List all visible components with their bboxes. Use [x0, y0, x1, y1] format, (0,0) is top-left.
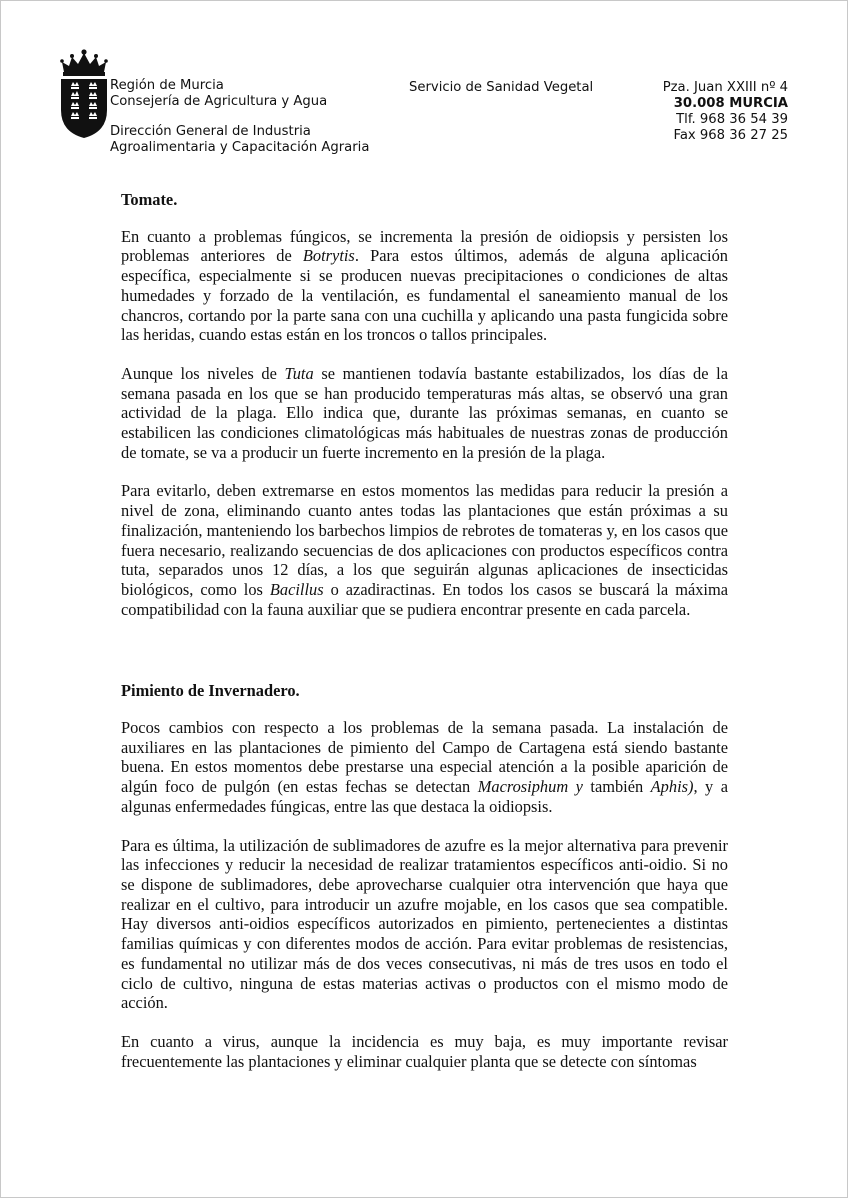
section-title: Pimiento de Invernadero.: [121, 681, 300, 701]
organization-block: [110, 78, 327, 110]
directorate-block: [110, 124, 369, 156]
italic-text-run: Tuta: [284, 363, 314, 383]
paragraph: [121, 227, 728, 345]
italic-text-run: Botrytis: [302, 246, 355, 266]
text-run: Pocos cambios con respecto a los problemas de la semana pasada. La instalación de auxiliares en las plantaciones de pimiento del Campo de Cartagena está siendo bastante buena. En estos momentos debe prestarse una especial atención a la posible aparición de algún foco de pulgón (en estas fechas se detectan: [121, 718, 728, 797]
org-line: Región de Murcia: [110, 78, 224, 93]
paragraph: [121, 718, 728, 817]
murcia-coat-of-arms-icon: [58, 48, 110, 140]
directorate-line: Dirección General de Industria: [110, 124, 311, 139]
italic-text-run: Bacillus: [269, 579, 324, 599]
text-run: se mantienen todavía bastante estabilizados, los días de la semana pasada en los que se han producido temperaturas más altas, se observó una gran actividad de la plaga. Ello indica que, durante las próximas semanas, en cuanto se estabilicen las condiciones climatológicas más habituales de nuestras zonas de producción de tomate, se va a producir un fuerte incremento en la presión de la plaga.: [121, 363, 728, 462]
address-street: Pza. Juan XXIII nº 4: [662, 80, 788, 95]
text-run: Para evitarlo, deben extremarse en estos momentos las medidas para reducir la presión a nivel de zona, eliminando cuanto antes todas las plantaciones que están próximas a su finalización, manteniendo los barbechos limpios de rebrotes de tomateras y, en los casos que fuera necesario, realizando secuencias de dos aplicaciones con productos específicos contra tuta, separados unos 12 días, a los que seguirán algunas aplicaciones de insecticidas biológicos, como los: [121, 481, 728, 599]
address-phone: Tlf. 968 36 54 39: [676, 112, 788, 127]
address-city: 30.008 MURCIA: [673, 96, 788, 111]
section-spacer: [121, 638, 728, 681]
address-block: [663, 80, 788, 144]
text-run: En cuanto a problemas fúngicos, se incrementa la presión de oidiopsis y persisten los problemas anteriores de: [121, 226, 728, 266]
service-name: Servicio de Sanidad Vegetal: [409, 80, 594, 95]
italic-text-run: Macrosiphum y: [477, 777, 583, 797]
paragraph: [121, 481, 728, 619]
italic-text-run: Aphis): [650, 777, 694, 797]
paragraph: [121, 1032, 728, 1071]
text-run: Aunque los niveles de: [121, 363, 285, 383]
org-line: Consejería de Agricultura y Agua: [110, 94, 328, 109]
section-title: Tomate.: [121, 190, 178, 209]
text-run: En cuanto a virus, aunque la incidencia es muy baja, es muy importante revisar frecuentemente las plantaciones y eliminar cualquier planta que se detecte con síntomas: [121, 1031, 728, 1071]
text-run: o azadiractinas. En todos los casos se buscará la máxima compatibilidad con la fauna auxiliar que se pudiera encontrar presente en cada parcela.: [121, 579, 728, 619]
directorate-line: Agroalimentaria y Capacitación Agraria: [110, 140, 370, 155]
address-fax: Fax 968 36 27 25: [673, 128, 788, 143]
text-run: , y a algunas enfermedades fúngicas, entre las que destaca la oidiopsis.: [121, 777, 728, 816]
text-run: también: [582, 777, 651, 797]
document-body: [121, 190, 728, 1090]
text-run: . Para estos últimos, además de alguna aplicación específica, especialmente si se producen nuevas precipitaciones o condiciones de altas humedades y forzado de la ventilación, es fundamental el saneamiento manual de los chancros, cortando por la parte sana con una cuchilla y aplicando una pasta fungicida sobre las heridas, cuando estas están en los troncos o tallos principales.: [121, 246, 728, 345]
paragraph: [121, 364, 728, 463]
text-run: Para es última, la utilización de sublimadores de azufre es la mejor alternativa para prevenir las infecciones y reducir la necesidad de realizar tratamientos específicos anti-oidio. Si no se dispone de sublimadores, debe aprovecharse cualquier otra intervención que haya que realizar en el cultivo, para introducir un azufre mojable, en los casos que sea compatible. Hay diversos anti-oidios específicos autorizados en pimiento, pertenecientes a distintas familias químicas y con diferentes modos de acción. Para evitar problemas de resistencias, es fundamental no utilizar más de dos veces consecutivas, ni más de tres usos en todo el ciclo de cultivo, ninguna de estas materias activas o productos con el mismo modo de acción.: [121, 835, 728, 1013]
paragraph: [121, 836, 728, 1013]
